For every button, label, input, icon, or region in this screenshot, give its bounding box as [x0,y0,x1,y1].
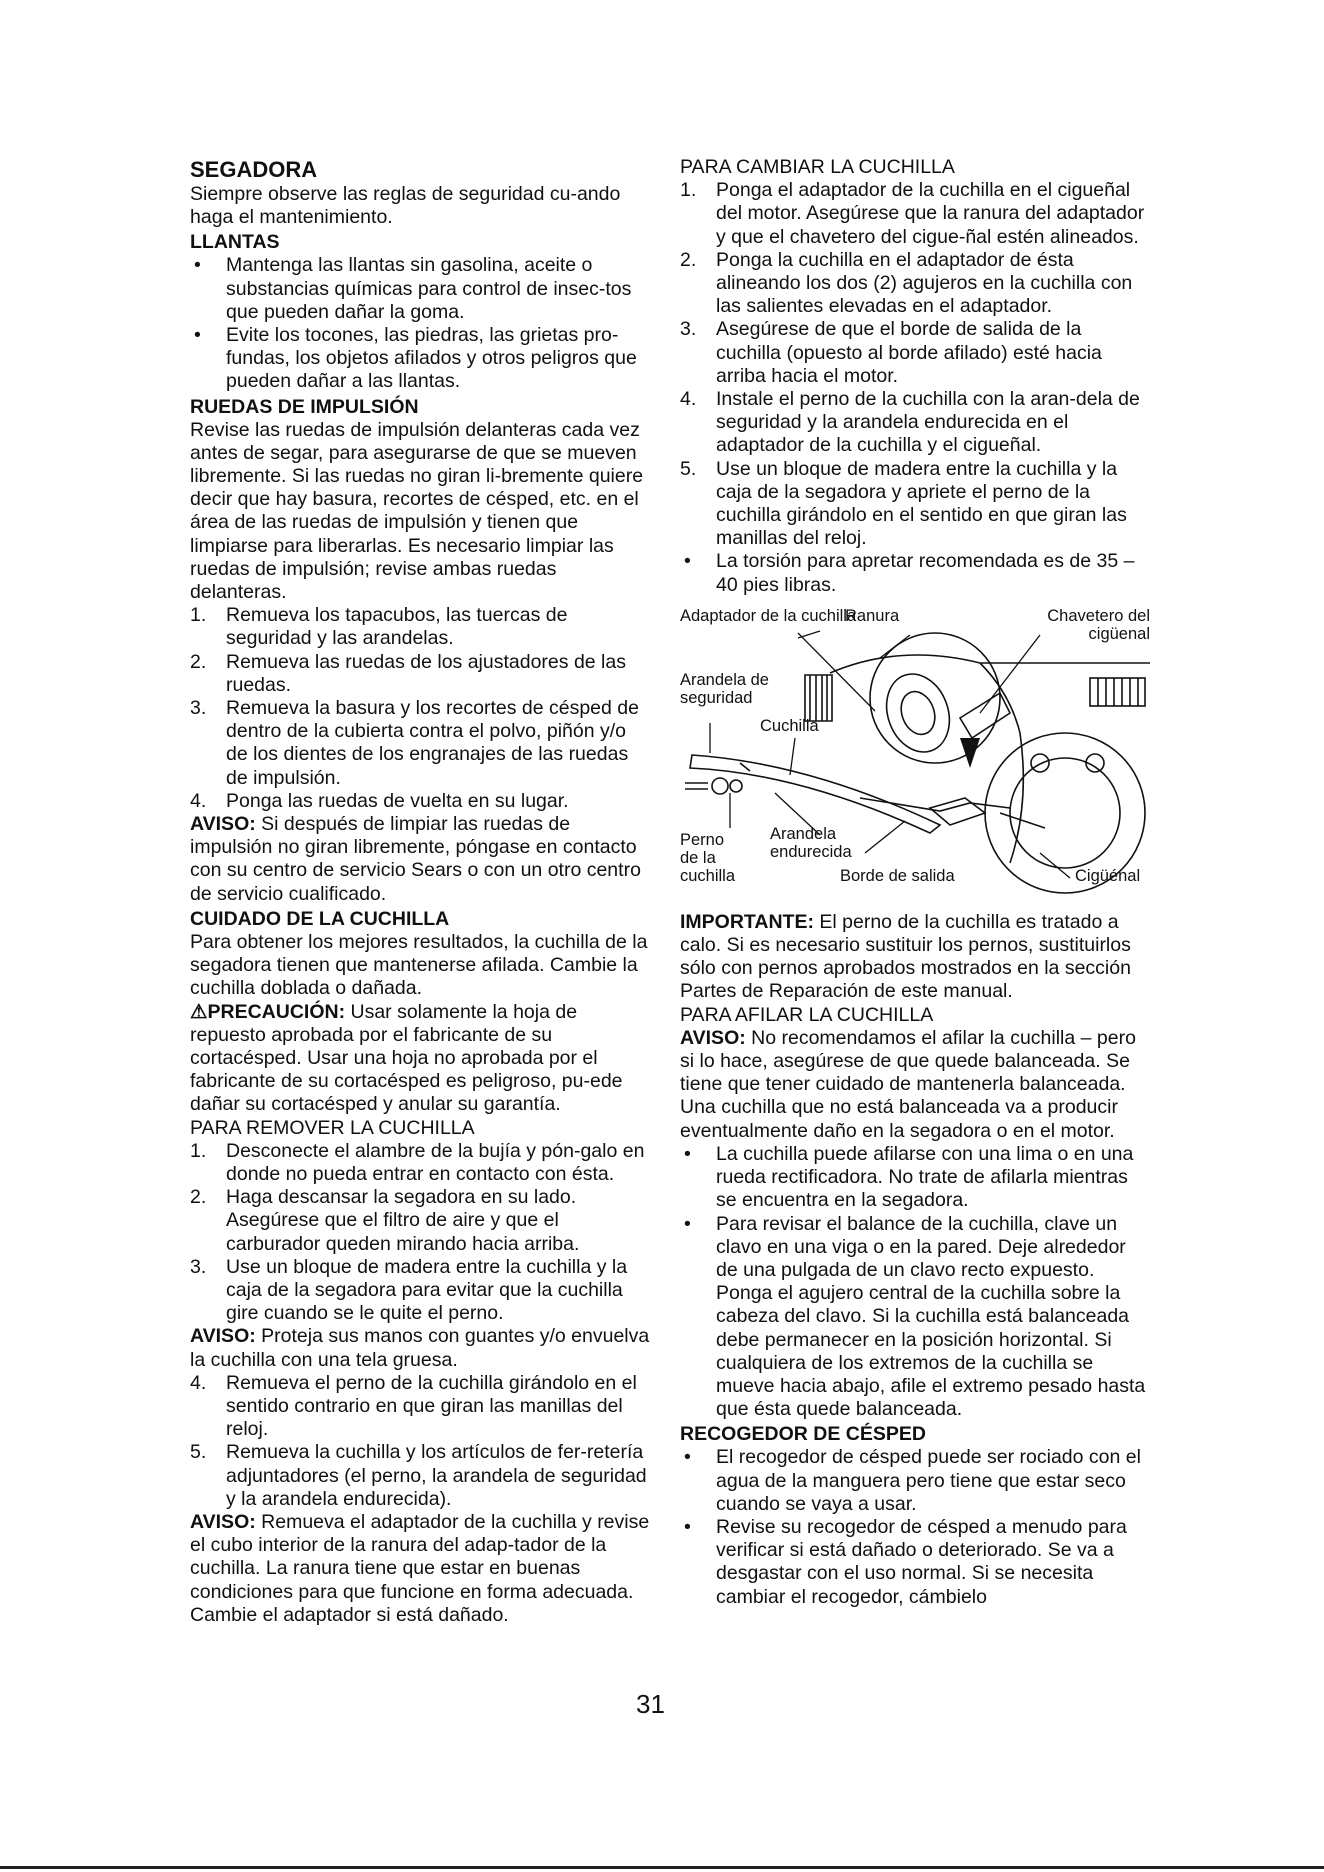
label-hardened-washer: Arandela endurecida [770,824,852,861]
tires-list [190,254,650,393]
notice-label: AVISO: [680,1026,746,1049]
list-item: 1. Remueva los tapacubos, las tuercas de seguridad y las arandelas. [190,604,568,650]
blade-assembly-figure [680,603,1150,901]
list-item: 2. Remueva las ruedas de los ajustadores de las ruedas. [190,650,626,696]
remove-steps-list [190,1140,650,1326]
blade-care-text: Para obtener los mejores resultados, la cuchilla de la segadora tienen que mantenerse afilada. Cambie la cuchilla doblada o dañada. [190,930,648,1000]
bullet-icon: • [194,324,201,347]
notice-label: AVISO: [190,1325,256,1348]
notice-label: AVISO: [190,813,256,836]
list-item: 4. Ponga las ruedas de vuelta en su lugar. [190,789,569,812]
catcher-list [680,1446,1150,1608]
right-column [680,156,1150,1609]
label-keyway: Chavetero del cigüenal [1047,606,1150,643]
list-item: 5. Remueva la cuchilla y los artículos de fer-retería adjuntadores (el perno, la arandela de seguridad y la arandela endurecida). [190,1441,647,1510]
blade-assembly-diagram [680,603,1150,901]
list-item: • Revise su recogedor de césped a menudo para verificar si está dañado o deteriorado. Se va a desgastar con el uso normal. Si se necesita cambiar el recogedor, cámbielo [684,1515,1127,1608]
drive-wheels-text: Revise las ruedas de impulsión delanteras cada vez antes de segar, para asegurarse de que se mueven libremente. Si las ruedas no giran li-bremente quiere decir que hay basura, recortes de césped, etc. en el área de las ruedas de impulsión y tienen que limpiarse para liberarlas. Es necesario limpiar las ruedas de impulsión; revise ambas ruedas delanteras. [190,418,644,604]
list-item: 3. Remueva la basura y los recortes de césped de dentro de la cubierta contra el polvo, piñón y/o de los dientes de los engranajes de las ruedas de impulsión. [190,697,639,789]
bullet-icon: • [684,550,691,573]
list-item: • Evite los tocones, las piedras, las grietas pro-fundas, los objetos afilados y otros peligros que pueden dañar a las llantas. [194,324,637,393]
bullet-icon: • [684,1142,691,1165]
notice-paragraph: AVISO: Proteja sus manos con guantes y/o envuelva la cuchilla con una tela gruesa. [190,1325,650,1371]
notice-paragraph: AVISO: Si después de limpiar las ruedas de impulsión no giran libremente, póngase en contacto con su centro de servicio Sears o con un otro centro de servicio cualificado. [190,813,641,905]
notice-paragraph: AVISO: No recomendamos el afilar la cuchilla – pero si lo hace, asegúrese de que quede balanceada. Se tiene que tener cuidado de mantenerla balanceada. Una cuchilla que no está balanceada va a producir eventualmente daño en la segadora o en el motor. [680,1026,1136,1142]
bullet-icon: • [194,254,201,277]
grass-catcher-heading: RECOGEDOR DE CÉSPED [680,1423,926,1446]
intro-text: Siempre observe las reglas de seguridad cu-ando haga el mantenimiento. [190,183,621,229]
notice-paragraph: AVISO: Remueva el adaptador de la cuchilla y revise el cubo interior de la ranura del adap-tador de la cuchilla. La ranura tiene que estar en buenas condiciones para que funcione en forma adecuada. Cambie el adaptador si está dañado. [190,1510,650,1626]
list-item: 4. Remueva el perno de la cuchilla girándolo en el sentido contrario en que giran las manillas del reloj. [190,1371,637,1441]
label-crankshaft: Cigüénal [1075,866,1141,885]
label-blade: Cuchilla [760,716,819,735]
bullet-icon: • [684,1446,691,1469]
blade-care-heading: CUIDADO DE LA CUCHILLA [190,907,450,930]
label-bolt: Perno de la cuchilla [680,830,736,885]
tires-heading: LLANTAS [190,231,280,254]
caution-paragraph: ⚠PRECAUCIÓN: Usar solamente la hoja de repuesto aprobada por el fabricante de su cortacésped. Usar una hoja no aprobada por el fabricante de su cortacésped es peligroso, pu-ede dañar su cortacésped y anular su garantía. [190,1000,623,1116]
list-item: 2. Ponga la cuchilla en el adaptador de ésta alineando los dos (2) agujeros en la cuchilla con las salientes elevadas en el adaptador. [680,248,1133,318]
drive-steps-list [190,604,650,813]
list-item: 2. Haga descansar la segadora en su lado. Asegúrese que el filtro de aire y que el carburador queden mirando hacia arriba. [190,1186,580,1255]
list-item: • Mantenga las llantas sin gasolina, aceite o substancias químicas para control de insec-tos que pueden dañar la goma. [194,254,632,323]
change-steps-list [680,179,1150,550]
label-lock-washer: Arandela de seguridad [680,670,769,707]
caution-label: PRECAUCIÓN: [207,1000,346,1023]
list-item: • Para revisar el balance de la cuchilla, clave un clavo en una viga o en la pared. Deje alrededor de una pulgada de un clavo recto expuesto. Ponga el agujero central de la cuchilla sobre la cabeza del clavo. Si la cuchilla está balanceada debe permanecer en la posición horizontal. Si cualquiera de los extremos de la cuchilla se mueve hacia abajo, afile el extremo pesado hasta que ésta quede balanceada. [684,1212,1146,1421]
bullet-icon: • [684,1212,691,1235]
label-adapter: Adaptador de la cuchilla [680,606,857,625]
sharpen-blade-heading: PARA AFILAR LA CUCHILLA [680,1003,934,1026]
important-paragraph: IMPORTANTE: El perno de la cuchilla es tratado a calo. Si es necesario sustituir los pernos, sustituirlos sólo con pernos aprobados mostrados en la sección Partes de Reparación de este manual. [680,910,1131,1003]
list-item: • El recogedor de césped puede ser rociado con el agua de la manguera pero tiene que estar seco cuando se vaya a usar. [684,1446,1141,1515]
label-slot: Ranura [845,606,900,625]
torque-list [680,550,1150,596]
list-item: 5. Use un bloque de madera entre la cuchilla y la caja de la segadora y apriete el perno de la cuchilla girándolo en el sentido en que giran las manillas del reloj. [680,457,1127,550]
section-title: SEGADORA [190,157,318,182]
remove-blade-heading: PARA REMOVER LA CUCHILLA [190,1116,475,1139]
bullet-icon: • [684,1515,691,1538]
remove-steps-list-continued [190,1372,650,1511]
list-item: • La torsión para apretar recomendada es de 35 – 40 pies libras. [684,550,1135,596]
list-item: 1. Desconecte el alambre de la bujía y pón-galo en donde no pueda entrar en contacto con ésta. [190,1139,645,1185]
important-label: IMPORTANTE: [680,910,814,933]
warning-triangle-icon: ⚠ [190,1000,208,1023]
left-column [190,156,650,1627]
sharpen-list [680,1143,1150,1421]
drive-wheels-heading: RUEDAS DE IMPULSIÓN [190,395,419,418]
list-item: • La cuchilla puede afilarse con una lima o en una rueda rectificadora. No trate de afilarla mientras se encuentra en la segadora. [684,1142,1134,1212]
change-blade-heading: PARA CAMBIAR LA CUCHILLA [680,156,955,178]
bottom-divider [0,1866,1324,1869]
label-trailing-edge: Borde de salida [840,866,955,885]
list-item: 3. Use un bloque de madera entre la cuchilla y la caja de la segadora para evitar que la cuchilla gire cuando se le quite el perno. [190,1255,628,1325]
list-item: 4. Instale el perno de la cuchilla con la aran-dela de seguridad y la arandela endurecida en el adaptador de la cuchilla y el cigueñal. [680,388,1140,457]
notice-label: AVISO: [190,1510,256,1533]
list-item: 1. Ponga el adaptador de la cuchilla en el cigueñal del motor. Asegúrese que la ranura del adaptador y que el chavetero del cigue-ñal estén alineados. [680,179,1145,248]
list-item: 3. Asegúrese de que el borde de salida de la cuchilla (opuesto al borde afilado) esté hacia arriba hacia el motor. [680,318,1102,387]
page-number: 31 [636,1689,665,1719]
